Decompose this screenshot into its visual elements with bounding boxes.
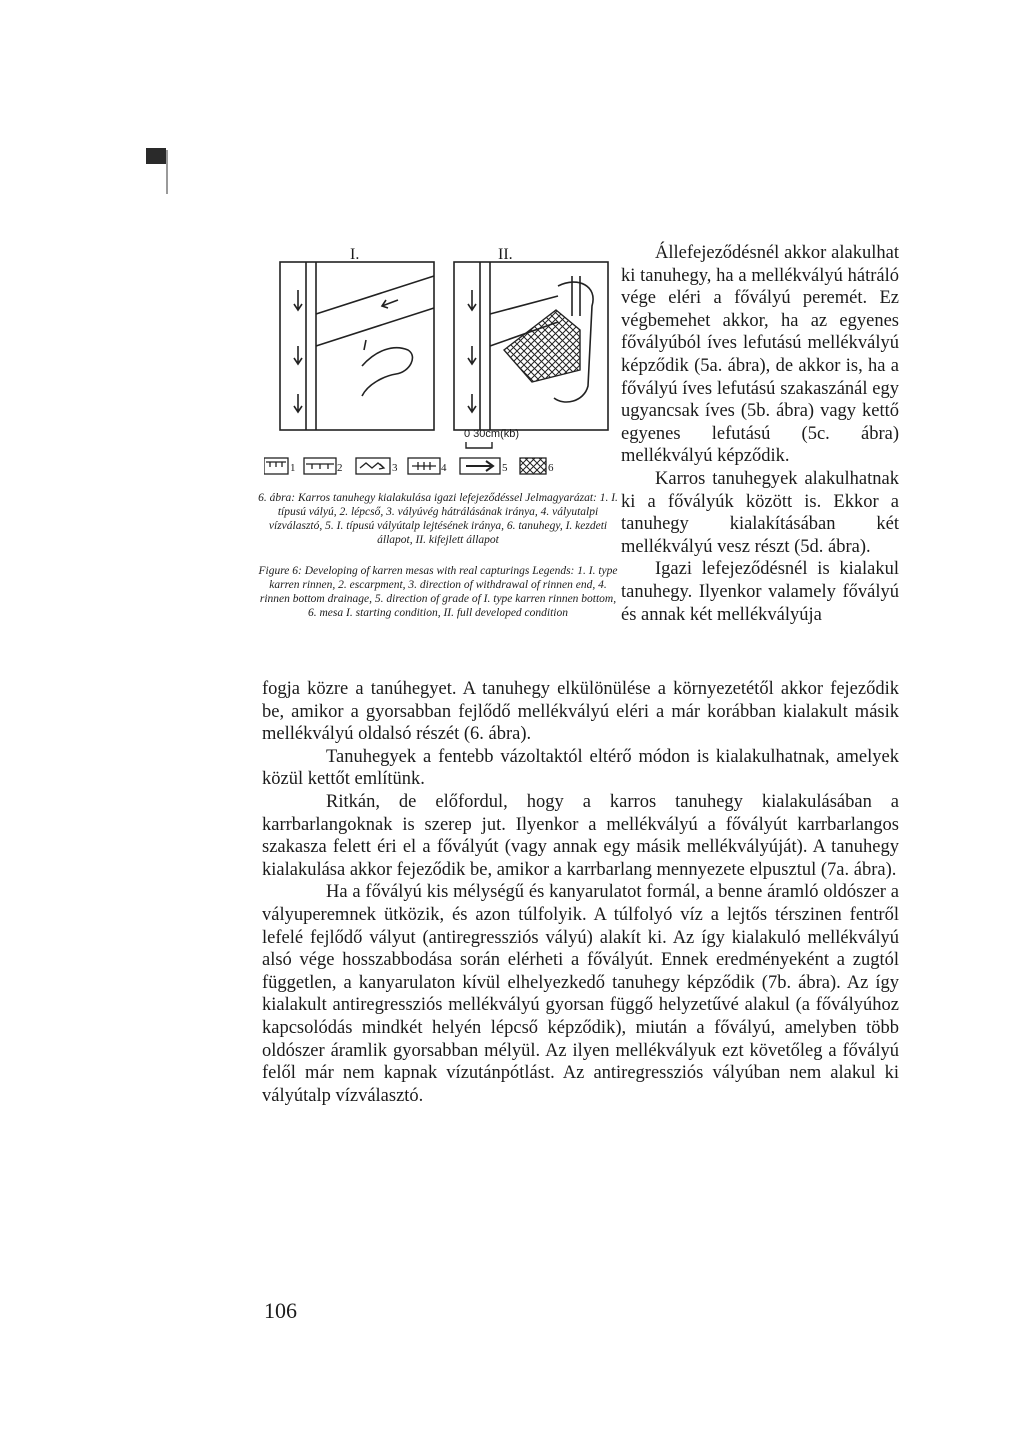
scan-artifact-line bbox=[166, 150, 168, 194]
figure-caption-en: Figure 6: Developing of karren mesas with real capturings Legends: 1. I. type karren rinnen, 2. escarpment, 3. direction of withdrawal of rinnen end, 4. rinnen bottom drainage, 5. direction of grade of I. type karren rinnen bottom, 6. mesa I. starting condition, II. full developed condition bbox=[258, 565, 618, 619]
page-number: 106 bbox=[264, 1298, 297, 1323]
mesa-hatch bbox=[504, 310, 580, 382]
scale-bar bbox=[466, 442, 492, 448]
paragraph: Tanuhegyek a fentebb vázoltaktól eltérő módon is kialakulhatnak, amelyek közül kettőt említünk. bbox=[262, 746, 899, 790]
legend-num-2: 2 bbox=[337, 462, 343, 474]
legend-num-4: 4 bbox=[441, 462, 447, 474]
paragraph: Állefejeződésnél akkor alakulhat ki tanuhegy, ha a mellékvályú hátráló vége eléri a fővályú peremét. Ez végbemehet akkor, ha az egyenes fővályúból íves lefutású mellékvályú képződik (5a. ábra), de akkor is, ha a fővályú íves lefutású szakaszánál egy ugyancsak íves (5b. ábra) vagy kettő egyenes lefutású (5c. ábra) mellékvályú képződik. bbox=[621, 243, 899, 467]
panel-label-i: I. bbox=[350, 246, 360, 263]
body-text bbox=[262, 678, 899, 1107]
panel-label-ii: II. bbox=[498, 246, 513, 263]
legend-num-3: 3 bbox=[392, 462, 398, 474]
legend-num-5: 5 bbox=[502, 462, 508, 474]
panel-i-diagram bbox=[280, 262, 434, 430]
figure-6 bbox=[258, 246, 618, 666]
paragraph: Ritkán, de előfordul, hogy a karros tanuhegy kialakulásában a karrbarlangoknak is szerep jut. Ilyenkor a mellékvályú a fővályút karrbarlangos szakasza felett éri el a fővályút (vagy annak egy másik mellékvályúját). A tanuhegy kialakulása akkor fejeződik be, amikor a karrbarlang mennyezete elpusztul (7a. ábra). bbox=[262, 791, 899, 880]
paragraph: Igazi lefejeződésnél is kialakul tanuhegy. Ilyenkor valamely fővályú és annak két mellékvályúja bbox=[621, 559, 899, 625]
legend-num-6: 6 bbox=[548, 462, 554, 474]
paragraph: Ha a fővályú kis mélységű és kanyarulatot formál, a benne áramló oldószer a vályuperemnek ütközik, és azon túlfolyik. A túlfolyó víz a lejtős térszinen fentről lefelé fejlődő vályut (antiregressziós vályú) alakít ki. Az így kialakuló mellékvályú alsó vége hosszabbodása során elérheti a fővályút. Ennek eredményeként a zugtól független, a kanyarulaton kívül elhelyezkedő tanuhegy képződik (7b. ábra). Az így kialakult antiregressziós mellékvályú gyorsan függő helyzetűvé alakul (a fővályúhoz kapcsolódás mindkét helyén lépcső képződik), miután a fővályú, amelyben több oldószer áramlik gyorsabban mélyül. Az ilyen mellékvályuk ezt követőleg a fővályú felől már nem kapnak vízutánpótlást. Az antiregressziós vályúban nem alakul ki vályútalp vízválasztó. bbox=[262, 882, 899, 1106]
figure-diagram bbox=[258, 246, 618, 456]
legend-symbols bbox=[264, 456, 564, 482]
paragraph: Karros tanuhegyek alakulhatnak ki a fővályúk között is. Ekkor a tanuhegy kialakításában két mellékvályú vesz részt (5d. ábra). bbox=[621, 468, 899, 557]
figure-caption-hu: 6. ábra: Karros tanuhegy kialakulása igazi lefejeződéssel Jelmagyarázat: 1. I. típusú vályú, 2. lépcső, 3. vályúvég hátrálásának iránya, 4. vályutalpi vízválasztó, 5. I. típusú vályútalp lejtésének iránya, 6. tanuhegy, I. kezdeti állapot, II. kifejlett állapot bbox=[258, 492, 618, 546]
scan-artifact bbox=[146, 148, 166, 164]
right-column-text bbox=[621, 242, 899, 626]
paragraph: fogja közre a tanúhegyet. A tanuhegy elkülönülése a környezetétől akkor fejeződik be, amikor a gyorsabban fejlődő mellékvályú eléri a már korábban kialakult másik mellékvályú oldalsó részét (6. ábra). bbox=[262, 679, 899, 745]
scale-label: 0 30cm(kb) bbox=[464, 428, 520, 440]
legend-num-1: 1 bbox=[290, 462, 296, 474]
